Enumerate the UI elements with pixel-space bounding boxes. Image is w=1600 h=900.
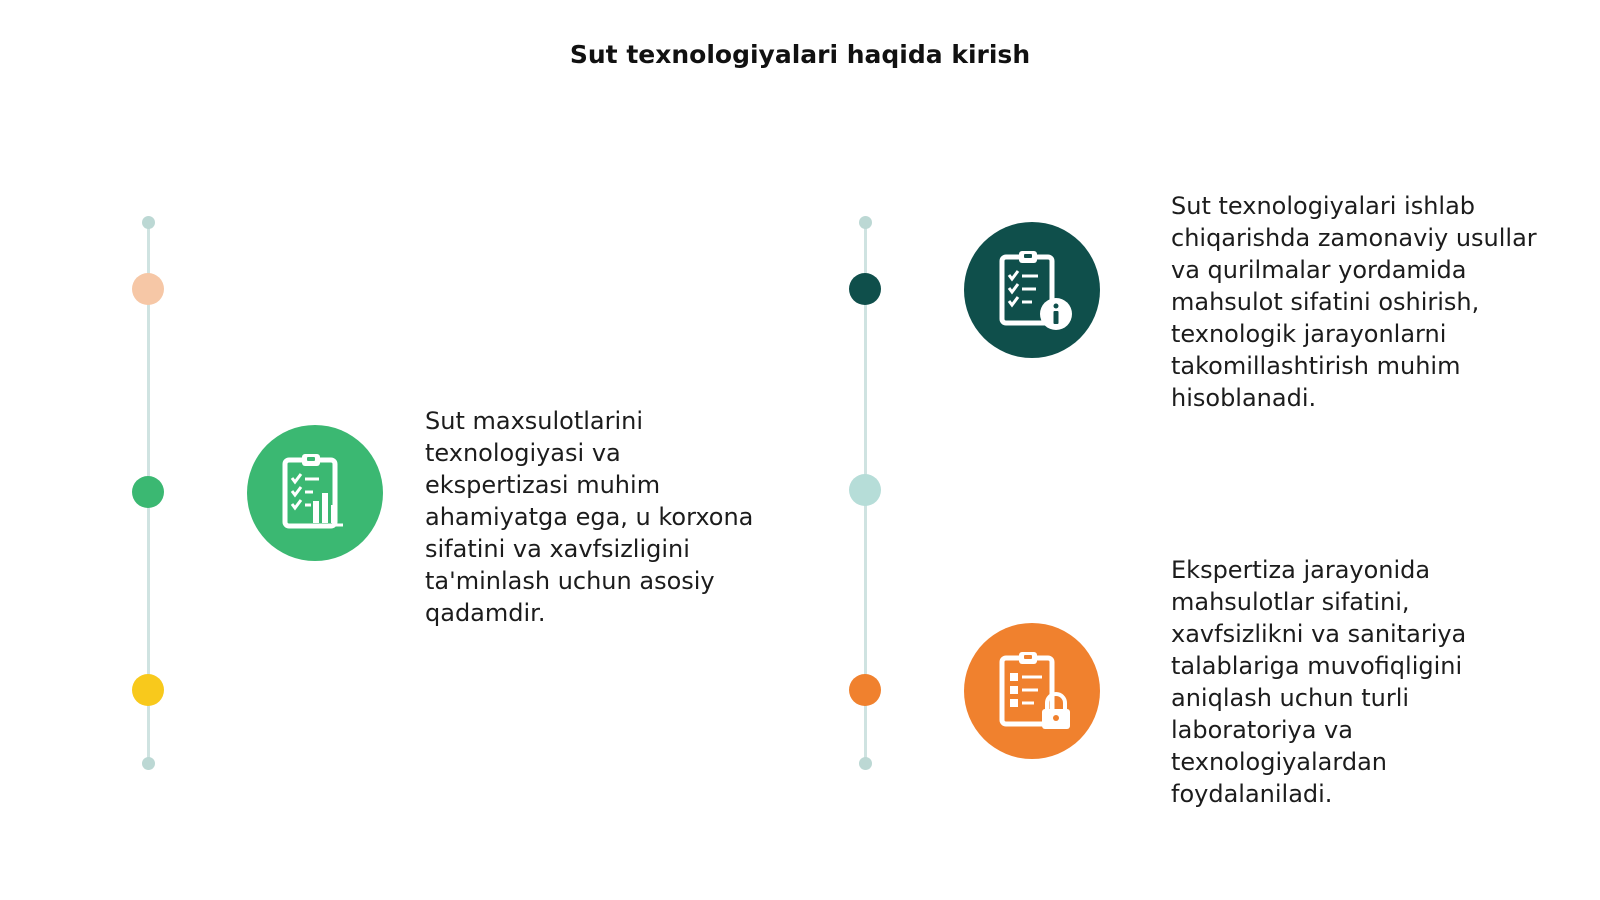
- clipboard-lock-icon: [964, 623, 1100, 759]
- left-yellow-dot: [132, 674, 164, 706]
- left-timeline-start-dot: [142, 216, 155, 229]
- clipboard-info-icon: [964, 222, 1100, 358]
- item-2-text: Sut texnologiyalari ishlab chiqarishda zamonaviy usullar va qurilmalar yordamida mahsulot sifatini oshirish, texnologik jarayonlarni takomillashtirish muhim hisoblanadi.: [1171, 192, 1537, 412]
- middle-timeline-end-dot: [859, 757, 872, 770]
- page-title: Sut texnologiyalari haqida kirish: [569, 40, 1031, 69]
- left-green-dot: [132, 476, 164, 508]
- left-peach-dot: [132, 273, 164, 305]
- middle-mint-dot: [849, 474, 881, 506]
- middle-teal-dot: [849, 273, 881, 305]
- item-3-text: Ekspertiza jarayonida mahsulotlar sifatini, xavfsizlikni va sanitariya talablariga muvofiqligini aniqlash uchun turli laboratoriya va texnologiyalardan foydalaniladi.: [1171, 556, 1467, 808]
- middle-timeline-start-dot: [859, 216, 872, 229]
- clipboard-chart-icon: [247, 425, 383, 561]
- middle-orange-dot: [849, 674, 881, 706]
- item-1-text: Sut maxsulotlarini texnologiyasi va ekspertizasi muhim ahamiyatga ega, u korxona sifatini va xavfsizligini ta'minlash uchun asosiy qadamdir.: [425, 407, 754, 627]
- left-timeline-end-dot: [142, 757, 155, 770]
